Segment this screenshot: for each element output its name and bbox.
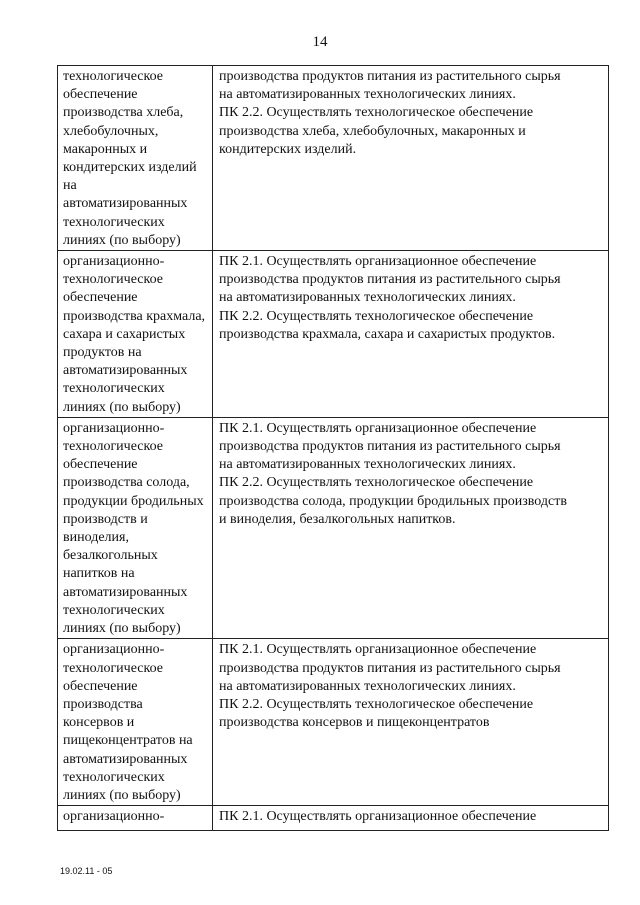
activity-type-line: технологическое <box>63 272 163 288</box>
activity-type-line: на <box>63 178 77 194</box>
activity-type-line: технологическое <box>63 660 163 676</box>
activity-type-line: напитков на <box>63 566 135 582</box>
activity-type-line: автоматизированных <box>63 363 188 379</box>
competency-cell <box>213 806 609 831</box>
activity-type-line: виноделия, <box>63 530 129 546</box>
competency-line: на автоматизированных технологических линиях. <box>219 457 516 473</box>
activity-type-cell <box>58 66 213 251</box>
table-row <box>58 66 609 251</box>
activity-type-line: организационно- <box>63 642 165 658</box>
activity-type-line: продукции бродильных <box>63 493 204 509</box>
activity-type-cell <box>58 806 213 831</box>
competency-line: производства продуктов питания из растительного сырья <box>219 69 561 84</box>
activity-type-line: технологическое <box>63 439 163 455</box>
competency-cell <box>213 66 609 251</box>
activity-type-line: технологических <box>63 214 165 230</box>
activity-type-line: обеспечение <box>63 457 138 473</box>
activity-type-line: обеспечение <box>63 678 138 694</box>
activity-type-line: линиях (по выбору) <box>63 399 181 415</box>
activity-type-line: технологических <box>63 602 165 618</box>
activity-type-cell <box>58 417 213 638</box>
activity-type-line: макаронных и <box>63 141 148 157</box>
activity-type-line: линиях (по выбору) <box>63 787 181 803</box>
activity-type-line: автоматизированных <box>63 196 188 212</box>
activity-type-line: производства хлеба, <box>63 105 184 121</box>
competency-line: ПК 2.1. Осуществлять организационное обеспечение <box>219 642 537 658</box>
competency-line: и виноделия, безалкогольных напитков. <box>219 511 456 527</box>
competency-line: ПК 2.2. Осуществлять технологическое обеспечение <box>219 308 534 324</box>
activity-type-line: организационно- <box>63 254 165 270</box>
activity-type-line: сахара и сахаристых <box>63 326 186 342</box>
activity-type-line: технологических <box>63 381 165 397</box>
activity-type-line: производства крахмала, <box>63 308 206 324</box>
competency-line: ПК 2.1. Осуществлять организационное обеспечение <box>219 254 537 270</box>
activity-type-line: организационно- <box>63 420 165 436</box>
activity-type-line: пищеконцентратов на <box>63 733 193 749</box>
table-row <box>58 639 609 806</box>
activity-type-line: линиях (по выбору) <box>63 621 181 637</box>
competency-line: ПК 2.1. Осуществлять организационное обеспечение <box>219 420 537 436</box>
activity-type-line: хлебобулочных, <box>63 123 159 139</box>
competency-line: ПК 2.2. Осуществлять технологическое обеспечение <box>219 105 534 121</box>
activity-type-cell <box>58 251 213 418</box>
competency-line: производства крахмала, сахара и сахаристых продуктов. <box>219 326 556 342</box>
activity-type-line: технологических <box>63 769 165 785</box>
activity-type-line: безалкогольных <box>63 548 158 564</box>
activity-type-line: продуктов на <box>63 345 142 361</box>
activity-type-line: производств и <box>63 511 148 527</box>
competency-line: на автоматизированных технологических линиях. <box>219 87 516 103</box>
competency-line: производства продуктов питания из растительного сырья <box>219 660 561 676</box>
page-number: 14 <box>312 34 328 50</box>
activity-type-line: линиях (по выбору) <box>63 232 181 248</box>
competency-cell <box>213 639 609 806</box>
competency-line: ПК 2.1. Осуществлять организационное обеспечение <box>219 809 537 825</box>
activity-type-cell <box>58 639 213 806</box>
activity-type-line: организационно- <box>63 809 165 825</box>
table-row <box>58 417 609 638</box>
competency-line: производства хлеба, хлебобулочных, макаронных и <box>219 123 526 139</box>
activity-type-line: кондитерских изделий <box>63 160 197 176</box>
table-row <box>58 251 609 418</box>
competency-line: производства солода, продукции бродильных производств <box>219 493 567 509</box>
competency-line: ПК 2.2. Осуществлять технологическое обеспечение <box>219 475 534 491</box>
activity-type-line: обеспечение <box>63 87 138 103</box>
competency-line: на автоматизированных технологических линиях. <box>219 290 516 306</box>
activity-type-line: технологическое <box>63 69 163 84</box>
activity-type-line: обеспечение <box>63 290 138 306</box>
competency-cell <box>213 251 609 418</box>
competency-line: на автоматизированных технологических линиях. <box>219 678 516 694</box>
activity-type-line: автоматизированных <box>63 751 188 767</box>
activity-type-line: производства солода, <box>63 475 190 491</box>
competency-table <box>57 65 609 831</box>
competency-line: производства консервов и пищеконцентратов <box>219 715 490 731</box>
footer-code: 19.02.11 - 05 <box>60 866 113 876</box>
competency-line: производства продуктов питания из растительного сырья <box>219 439 561 455</box>
competency-line: ПК 2.2. Осуществлять технологическое обеспечение <box>219 696 534 712</box>
activity-type-line: производства <box>63 696 143 712</box>
competency-cell <box>213 417 609 638</box>
activity-type-line: консервов и <box>63 715 135 731</box>
table-row <box>58 806 609 831</box>
competency-line: производства продуктов питания из растительного сырья <box>219 272 561 288</box>
activity-type-line: автоматизированных <box>63 584 188 600</box>
competency-line: кондитерских изделий. <box>219 141 357 157</box>
